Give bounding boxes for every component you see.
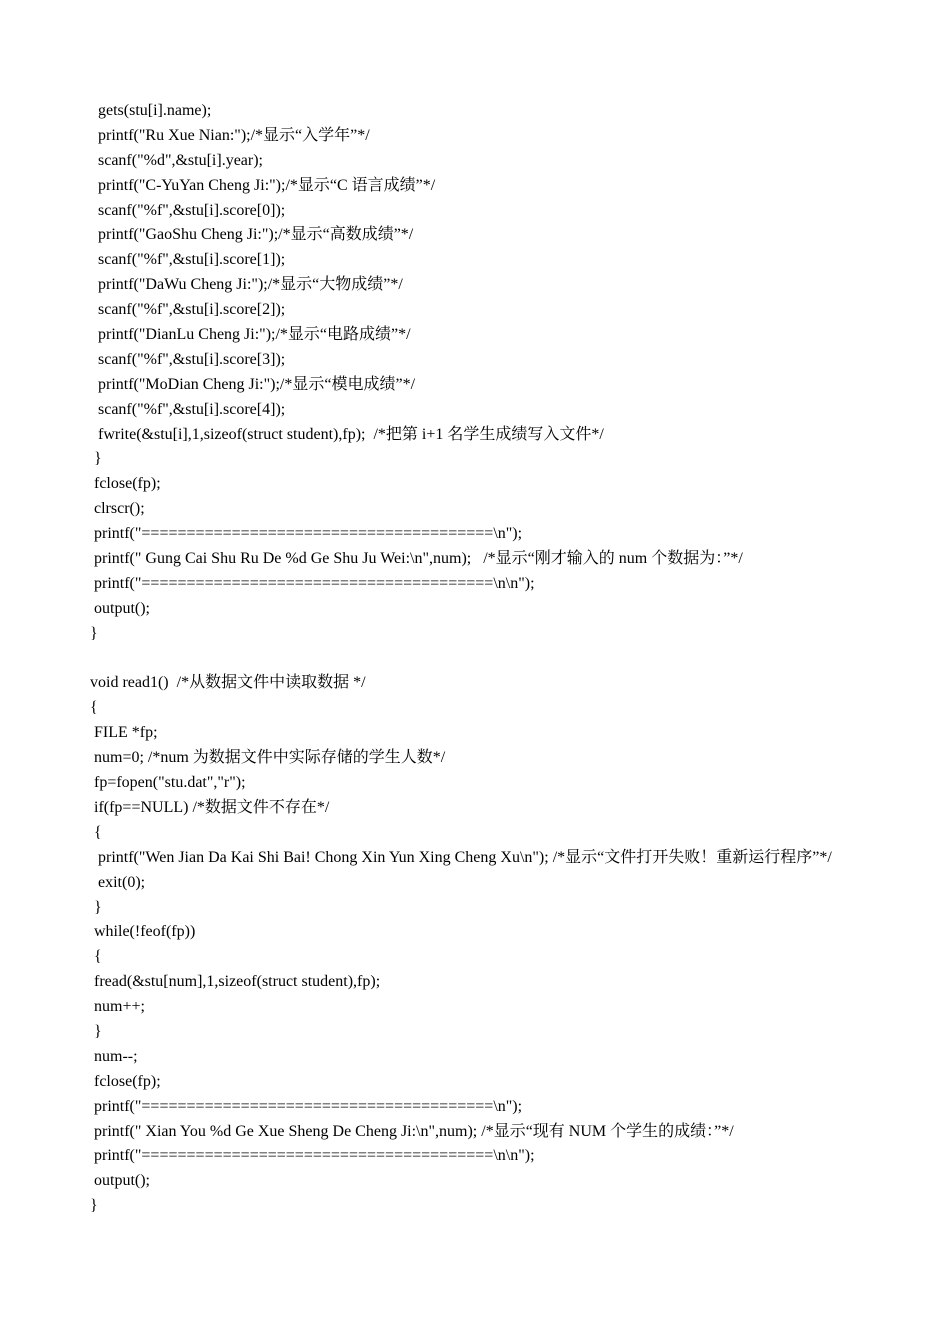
- code-line: printf("=======================================\n");: [90, 525, 523, 543]
- code-line: scanf("%f",&stu[i].score[1]);: [90, 251, 286, 269]
- code-line: scanf("%f",&stu[i].score[2]);: [90, 301, 286, 319]
- code-line: output();: [90, 1172, 150, 1190]
- code-line: clrscr();: [90, 500, 145, 518]
- code-line-wrapped: printf("Wen Jian Da Kai Shi Bai! Chong Xin Yun Xing Cheng Xu\n"); /*显示“文件打开失败！重新运行程序”*/: [90, 848, 832, 866]
- code-line: printf("MoDian Cheng Ji:");/*显示“模电成绩”*/: [90, 375, 416, 393]
- code-line: output();: [90, 599, 150, 617]
- code-line: FILE *fp;: [90, 724, 158, 742]
- code-line: printf("DianLu Cheng Ji:");/*显示“电路成绩”*/: [90, 326, 411, 344]
- code-line: num--;: [90, 1047, 138, 1065]
- code-line: {: [90, 823, 102, 841]
- code-line: printf(" Gung Cai Shu Ru De %d Ge Shu Ju Wei:\n",num); /*显示“刚才输入的 num 个数据为：”*/: [90, 550, 743, 568]
- code-line: fp=fopen("stu.dat","r");: [90, 774, 246, 792]
- code-line: num=0; /*num 为数据文件中实际存储的学生人数*/: [90, 749, 446, 767]
- code-listing: [90, 99, 865, 1219]
- code-line: exit(0);: [90, 873, 146, 891]
- code-line: }: [90, 624, 98, 642]
- code-line: }: [90, 898, 102, 916]
- code-line: }: [90, 450, 102, 468]
- code-line: gets(stu[i].name);: [90, 102, 212, 119]
- code-line: printf("DaWu Cheng Ji:");/*显示“大物成绩”*/: [90, 276, 403, 294]
- code-line: scanf("%f",&stu[i].score[4]);: [90, 400, 286, 418]
- code-line: printf("=======================================\n\n");: [90, 574, 535, 592]
- blank-line: [90, 647, 865, 672]
- code-line: scanf("%f",&stu[i].score[0]);: [90, 201, 286, 219]
- code-line: num++;: [90, 998, 145, 1016]
- code-line: if(fp==NULL) /*数据文件不存在*/: [90, 798, 330, 816]
- code-line: scanf("%d",&stu[i].year);: [90, 151, 263, 169]
- code-line: }: [90, 1022, 102, 1040]
- code-line: void read1() /*从数据文件中读取数据 */: [90, 674, 366, 692]
- code-line: scanf("%f",&stu[i].score[3]);: [90, 350, 286, 368]
- code-line: fclose(fp);: [90, 1072, 161, 1090]
- code-line: printf("=======================================\n");: [90, 1097, 523, 1115]
- code-line: fwrite(&stu[i],1,sizeof(struct student),fp); /*把第 i+1 名学生成绩写入文件*/: [90, 425, 604, 443]
- code-line: {: [90, 699, 98, 717]
- code-line: fread(&stu[num],1,sizeof(struct student),fp);: [90, 973, 381, 991]
- code-line: printf(" Xian You %d Ge Xue Sheng De Cheng Ji:\n",num); /*显示“现有 NUM 个学生的成绩：”*/: [90, 1122, 734, 1140]
- code-line: printf("C-YuYan Cheng Ji:");/*显示“C 语言成绩”*/: [90, 176, 436, 194]
- code-line: printf("=======================================\n\n");: [90, 1147, 535, 1165]
- code-line: printf("GaoShu Cheng Ji:");/*显示“高数成绩”*/: [90, 226, 414, 244]
- code-line: }: [90, 1197, 98, 1215]
- code-line: printf("Ru Xue Nian:");/*显示“入学年”*/: [90, 126, 370, 144]
- code-line: while(!feof(fp)): [90, 923, 196, 941]
- code-line: {: [90, 948, 102, 966]
- code-line: fclose(fp);: [90, 475, 161, 493]
